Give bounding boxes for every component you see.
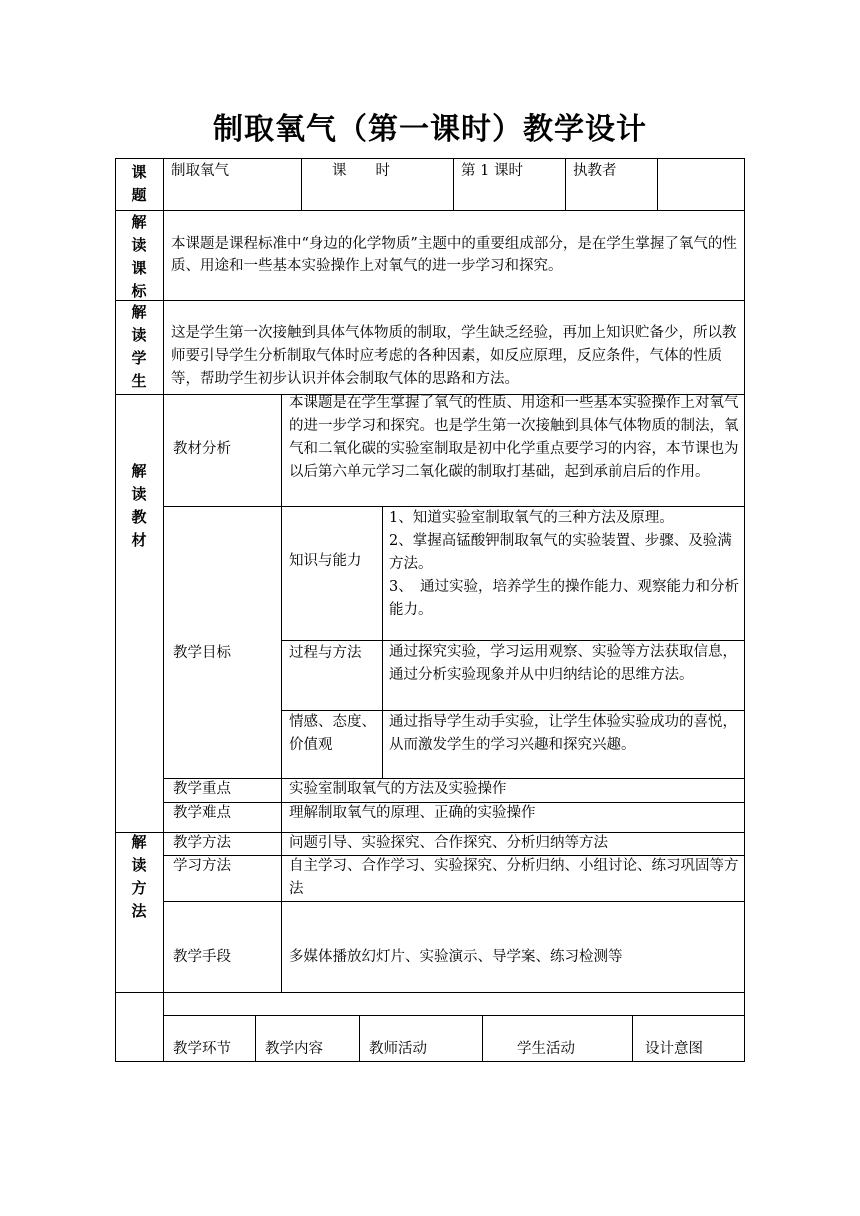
means-text: 多媒体播放幻灯片、实验演示、导学案、练习检测等	[289, 949, 623, 965]
period-value: 第 1 课时	[461, 163, 523, 179]
lesson-plan-table	[115, 158, 745, 1062]
knowledge-item: 2、掌握高锰酸钾制取氧气的实验装置、步骤、及验满方法。	[389, 533, 732, 572]
process-label: 过程与方法	[289, 645, 362, 661]
analysis-label: 教材分析	[173, 441, 231, 457]
knowledge-item: 3、 通过实验，培养学生的操作能力、观察能力和分析能力。	[389, 579, 739, 618]
period-label: 课 时	[332, 163, 390, 179]
knowledge-list	[389, 507, 741, 622]
goals-label: 教学目标	[173, 645, 231, 661]
knowledge-item: 1、知道实验室制取氧气的三种方法及原理。	[389, 510, 674, 526]
difficulty-text: 理解制取氧气的原理、正确的实验操作	[289, 805, 536, 821]
header-content: 教学内容	[265, 1041, 323, 1057]
means-label: 教学手段	[173, 949, 231, 965]
students-text: 这是学生第一次接触到具体气体物质的制取，学生缺乏经验，再加上知识贮备少，所以教师要引导学生分析制取气体时应考虑的各种因素，如反应原理，反应条件，气体的性质等，帮助学生初步认识并体会制取气体的思路和方法。	[171, 325, 737, 387]
curriculum-text: 本课题是课程标准中“身边的化学物质”主题中的重要组成部分，是在学生掌握了氧气的性质、用途和一些基本实验操作上对氧气的进一步学习和探究。	[171, 236, 737, 274]
textbook-label: 解读教材	[131, 462, 147, 549]
learning-method-label: 学习方法	[173, 858, 231, 874]
methods-label: 解读方法	[131, 833, 147, 920]
difficulty-label: 教学难点	[173, 805, 231, 821]
curriculum-label: 解读课标	[131, 213, 147, 300]
process-text: 通过探究实验，学习运用观察、实验等方法获取信息，通过分析实验现象并从中归纳结论的思维方法。	[389, 644, 737, 683]
emotion-text: 通过指导学生动手实验，让学生体验实验成功的喜悦，从而激发学生的学习兴趣和探究兴趣。	[389, 714, 737, 753]
students-label: 解读学生	[131, 303, 147, 390]
teaching-method-label: 教学方法	[173, 835, 231, 851]
emotion-label: 情感、态度、价值观	[289, 714, 376, 753]
header-teacher-activity: 教师活动	[369, 1041, 427, 1057]
key-label: 教学重点	[173, 781, 231, 797]
topic-value: 制取氧气	[171, 163, 229, 179]
key-text: 实验室制取氧气的方法及实验操作	[289, 781, 507, 797]
header-student-activity: 学生活动	[517, 1041, 575, 1057]
header-stage: 教学环节	[173, 1041, 231, 1057]
topic-label: 课题	[131, 163, 147, 204]
analysis-text: 本课题是在学生掌握了氧气的性质、用途和一些基本实验操作上对氧气的进一步学习和探究。也是学生第一次接触到具体气体物质的制法，氧气和二氧化碳的实验室制取是初中化学重点要学习的内容，本节课也为以后第六单元学习二氧化碳的制取打基础，起到承前启后的作用。	[289, 395, 739, 480]
teaching-method-text: 问题引导、实验探究、合作探究、分析归纳等方法	[289, 835, 608, 851]
header-design-intent: 设计意图	[645, 1041, 703, 1057]
teacher-label: 执教者	[573, 163, 617, 179]
learning-method-text: 自主学习、合作学习、实验探究、分析归纳、小组讨论、练习巩固等方法	[289, 858, 739, 897]
document-title: 制取氧气（第一课时）教学设计	[213, 112, 647, 147]
knowledge-label: 知识与能力	[289, 553, 362, 569]
